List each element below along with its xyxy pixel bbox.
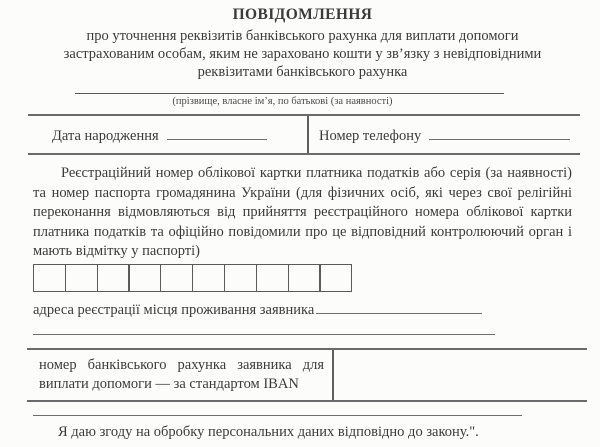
iban-label: номер банківського рахунка заявника для виплати допомоги — за стандартом IBAN bbox=[39, 356, 324, 392]
subtitle-line: реквізитами банківського рахунка bbox=[197, 64, 408, 80]
iban-table bbox=[27, 348, 587, 402]
doc-subtitle bbox=[33, 27, 572, 81]
tax-id-paragraph: Реєстраційний номер облікової картки платника податків або серія (за наявності) та номер паспорта громадянина України (для фізичних осіб, які через свої релігійні переконання відмовляються від прийняття реєстраційного номера облікової картки платника податків та офіційно повідомили про це відповідний контролюючий орган і мають відмітку у паспорті) bbox=[33, 165, 572, 259]
phone-cell bbox=[309, 116, 580, 153]
phone-label: Номер телефону bbox=[319, 128, 422, 144]
tax-number-box bbox=[65, 264, 98, 292]
tax-number-boxes bbox=[33, 264, 572, 292]
address-fill-line bbox=[316, 311, 482, 314]
info-table bbox=[28, 114, 580, 155]
tax-number-box bbox=[33, 264, 66, 292]
iban-label-cell bbox=[27, 350, 334, 400]
subtitle-line: застрахованим особам, яким не зараховано кошти у зв’язку з невідповідними bbox=[63, 46, 542, 62]
tax-number-box bbox=[128, 264, 161, 292]
tax-number-box bbox=[288, 264, 321, 292]
birth-date-label: Дата народження bbox=[52, 128, 159, 144]
address-row bbox=[33, 302, 572, 319]
tax-number-box bbox=[192, 264, 225, 292]
tax-number-box bbox=[97, 264, 130, 292]
tax-number-box bbox=[224, 264, 257, 292]
tax-number-box bbox=[256, 264, 289, 292]
name-field-caption: (прізвище, власне ім’я, по батькові (за наявності) bbox=[172, 96, 393, 107]
page-title: ПОВІДОМЛЕННЯ bbox=[232, 6, 373, 23]
consent-text: Я даю згоду на обробку персональних даних відповідно до закону.". bbox=[58, 423, 479, 440]
birth-date-cell bbox=[28, 116, 309, 153]
address-label: адреса реєстрації місця проживання заявника bbox=[33, 301, 315, 318]
phone-fill-line bbox=[429, 137, 570, 140]
name-fill-line bbox=[75, 93, 504, 94]
subtitle-line: про уточнення реквізитів банківського рахунка для виплати допомоги bbox=[86, 28, 519, 44]
separator-line bbox=[33, 415, 522, 416]
birth-date-fill-line bbox=[167, 137, 267, 140]
address-fill-line-2 bbox=[33, 334, 495, 335]
tax-number-box bbox=[160, 264, 193, 292]
iban-value-cell bbox=[334, 350, 587, 400]
tax-number-box bbox=[319, 264, 352, 292]
